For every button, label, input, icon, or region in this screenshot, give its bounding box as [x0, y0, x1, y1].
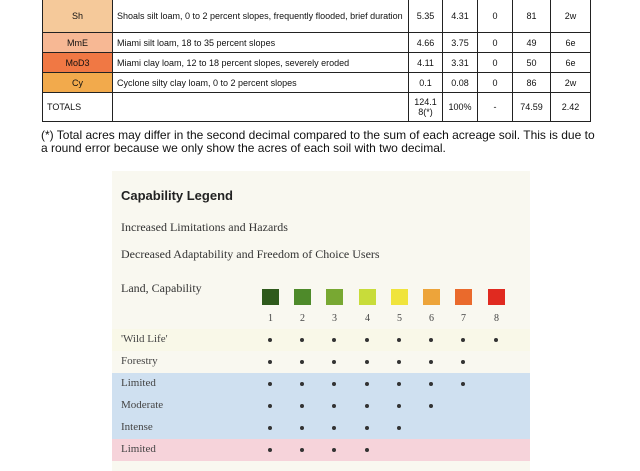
- capability-dot: [461, 382, 465, 386]
- soil-symbol: MoD3: [43, 53, 113, 73]
- soil-col-a: 0: [478, 73, 513, 93]
- capability-dot: [429, 360, 433, 364]
- legend-use-label: Moderate: [121, 399, 164, 411]
- capability-dot: [300, 382, 304, 386]
- capability-dot: [332, 426, 336, 430]
- capability-class-swatch: [359, 289, 376, 305]
- legend-use-row: [112, 417, 530, 439]
- capability-dot: [268, 404, 272, 408]
- soil-col-a: 0: [478, 0, 513, 33]
- capability-class-swatch: [488, 289, 505, 305]
- capability-dot: [397, 338, 401, 342]
- soil-percent: 4.31: [443, 0, 478, 33]
- capability-class-number: 5: [397, 313, 402, 324]
- capability-dot: [268, 338, 272, 342]
- soil-col-b: 81: [513, 0, 551, 33]
- capability-dot: [332, 404, 336, 408]
- capability-dot: [365, 426, 369, 430]
- soil-description: Cyclone silty clay loam, 0 to 2 percent slopes: [113, 73, 409, 93]
- totals-label: TOTALS: [43, 93, 113, 122]
- soil-col-b: 49: [513, 33, 551, 53]
- soil-class: 2w: [551, 0, 591, 33]
- soil-col-b: 86: [513, 73, 551, 93]
- capability-dot: [300, 448, 304, 452]
- rounding-note: (*) Total acres may differ in the second decimal compared to the sum of each acreage soil. This is due to a round error because we only show the acres of each soil with two decimal.: [41, 128, 595, 155]
- capability-dot: [365, 448, 369, 452]
- soil-symbol: Sh: [43, 0, 113, 33]
- soil-class: 2w: [551, 73, 591, 93]
- totals-c1: -: [478, 93, 513, 122]
- soil-percent: 0.08: [443, 73, 478, 93]
- totals-acres: 124.1 8(*): [409, 93, 443, 122]
- capability-class-swatch: [326, 289, 343, 305]
- soil-acres: 5.35: [409, 0, 443, 33]
- totals-percent: 100%: [443, 93, 478, 122]
- soil-symbol: Cy: [43, 73, 113, 93]
- soil-description: Shoals silt loam, 0 to 2 percent slopes, frequently flooded, brief duration: [113, 0, 409, 33]
- soil-percent: 3.31: [443, 53, 478, 73]
- capability-dot: [300, 360, 304, 364]
- soil-row: [43, 73, 591, 93]
- capability-class-number: 7: [461, 313, 466, 324]
- soil-acres: 4.11: [409, 53, 443, 73]
- capability-class-number: 1: [268, 313, 273, 324]
- legend-use-row: [112, 373, 530, 395]
- capability-dot: [332, 338, 336, 342]
- capability-dot: [332, 448, 336, 452]
- capability-dot: [332, 382, 336, 386]
- capability-class-number: 6: [429, 313, 434, 324]
- soil-description: Miami silt loam, 18 to 35 percent slopes: [113, 33, 409, 53]
- capability-dot: [268, 426, 272, 430]
- capability-dot: [397, 382, 401, 386]
- soil-row: [43, 0, 591, 33]
- capability-class-swatch: [455, 289, 472, 305]
- capability-class-swatch: [391, 289, 408, 305]
- capability-dot: [494, 338, 498, 342]
- soil-row: [43, 33, 591, 53]
- capability-dot: [429, 404, 433, 408]
- capability-dot: [268, 382, 272, 386]
- capability-dot: [397, 426, 401, 430]
- capability-dot: [429, 382, 433, 386]
- legend-use-label: Limited: [121, 377, 156, 389]
- soil-class: 6e: [551, 33, 591, 53]
- capability-class-number: 3: [332, 313, 337, 324]
- capability-class-swatch: [423, 289, 440, 305]
- capability-class-swatch: [294, 289, 311, 305]
- legend-use-label: Limited: [121, 443, 156, 455]
- legend-adaptability-label: Decreased Adaptability and Freedom of Choice Users: [121, 247, 380, 261]
- capability-dot: [365, 404, 369, 408]
- soil-acres: 4.66: [409, 33, 443, 53]
- soil-class: 6e: [551, 53, 591, 73]
- capability-legend: [112, 171, 530, 471]
- legend-use-row: [112, 351, 530, 373]
- capability-dot: [429, 338, 433, 342]
- legend-land-capability-label: Land, Capability: [121, 281, 202, 295]
- capability-dot: [332, 360, 336, 364]
- legend-limitations-label: Increased Limitations and Hazards: [121, 220, 288, 234]
- legend-use-row: [112, 329, 530, 351]
- capability-dot: [397, 360, 401, 364]
- soil-description: Miami clay loam, 12 to 18 percent slopes, severely eroded: [113, 53, 409, 73]
- capability-dot: [461, 338, 465, 342]
- soil-col-b: 50: [513, 53, 551, 73]
- soil-col-a: 0: [478, 33, 513, 53]
- capability-class-swatch: [262, 289, 279, 305]
- soil-acres: 0.1: [409, 73, 443, 93]
- soil-symbol: MmE: [43, 33, 113, 53]
- legend-title: Capability Legend: [121, 188, 233, 203]
- capability-dot: [268, 448, 272, 452]
- capability-class-number: 2: [300, 313, 305, 324]
- totals-c2: 74.59: [513, 93, 551, 122]
- capability-dot: [300, 426, 304, 430]
- legend-use-label: 'Wild Life': [121, 333, 168, 345]
- legend-use-label: Forestry: [121, 355, 158, 367]
- capability-dot: [365, 382, 369, 386]
- totals-row: [43, 93, 591, 122]
- capability-dot: [268, 360, 272, 364]
- capability-class-number: 8: [494, 313, 499, 324]
- soil-percent: 3.75: [443, 33, 478, 53]
- totals-class: 2.42: [551, 93, 591, 122]
- capability-dot: [365, 360, 369, 364]
- capability-class-number: 4: [365, 313, 370, 324]
- soil-col-a: 0: [478, 53, 513, 73]
- legend-use-row: [112, 395, 530, 417]
- capability-dot: [397, 404, 401, 408]
- soil-table: [42, 0, 591, 122]
- capability-dot: [365, 338, 369, 342]
- soil-row: [43, 53, 591, 73]
- capability-dot: [461, 360, 465, 364]
- capability-dot: [300, 404, 304, 408]
- capability-dot: [300, 338, 304, 342]
- legend-use-label: Intense: [121, 421, 153, 433]
- legend-use-row: [112, 439, 530, 461]
